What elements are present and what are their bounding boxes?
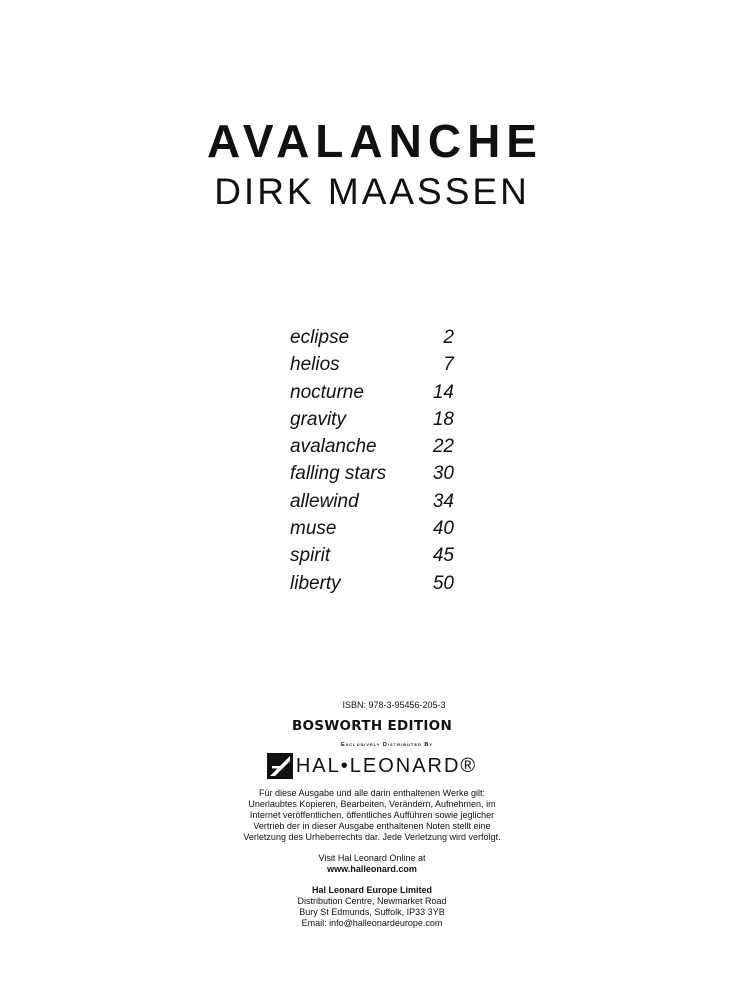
toc-entry-page: 2 (443, 327, 454, 348)
imprint-footer (0, 700, 744, 929)
toc-entry-title: eclipse (290, 327, 350, 348)
toc-entry-title: falling stars (290, 463, 387, 485)
distributed-by-text: Exclusively Distributed By (340, 742, 434, 748)
toc-entry-page: 40 (432, 518, 454, 540)
toc-entry-page: 30 (432, 463, 454, 485)
toc-entry-page: 18 (432, 408, 454, 430)
company-address (0, 885, 744, 929)
toc-entry (290, 351, 454, 378)
toc-entry (290, 488, 454, 515)
table-of-contents (290, 324, 454, 597)
address-line: Distribution Centre, Newmarket Road (297, 896, 447, 906)
toc-entry-page: 7 (443, 354, 454, 376)
toc-entry (290, 379, 454, 406)
email-line: Email: info@halleonardeurope.com (301, 918, 443, 928)
toc-entry-title: nocturne (290, 381, 364, 403)
toc-entry (290, 570, 454, 597)
publisher-name: BOSWORTH EDITION (291, 718, 453, 734)
book-title: AVALANCHE (207, 115, 543, 167)
copyright-line: Internet veröffentlichen, öffentliches Aufführen sowie jeglicher (249, 810, 495, 820)
toc-entry-page: 14 (432, 381, 454, 403)
toc-entry (290, 542, 454, 569)
toc-entry-title: helios (290, 354, 340, 376)
toc-entry-page: 45 (432, 545, 454, 567)
visit-text: Visit Hal Leonard Online at (318, 853, 426, 863)
copyright-line: Verletzung des Urheberrechts dar. Jede Verletzung wird verfolgt. (243, 832, 501, 842)
toc-entry-title: gravity (290, 408, 346, 430)
address-line: Bury St Edmunds, Suffolk, IP33 3YB (299, 907, 445, 917)
hal-leonard-logo (0, 753, 744, 779)
toc-entry-page: 34 (432, 490, 454, 512)
toc-entry (290, 406, 454, 433)
toc-entry-title: liberty (290, 572, 341, 594)
author-name: DIRK MAASSEN (214, 171, 530, 212)
copyright-line: Für diese Ausgabe und alle darin enthaltenen Werke gilt: (259, 788, 485, 798)
copyright-line: Vertrieb der in dieser Ausgabe enthaltenen Noten stellt eine (253, 821, 491, 831)
copyright-line: Unerlaubtes Kopieren, Bearbeiten, Verändern, Aufnehmen, im (248, 799, 496, 809)
toc-entry (290, 515, 454, 542)
hal-leonard-mark-icon (267, 753, 293, 779)
toc-entry-page: 22 (432, 436, 454, 458)
toc-entry (290, 460, 454, 487)
toc-entry (290, 433, 454, 460)
copyright-notice (0, 788, 744, 843)
isbn-text: ISBN: 978-3-95456-205-3 (342, 700, 446, 710)
hal-leonard-wordmark: HAL•LEONARD® (295, 754, 478, 777)
company-name: Hal Leonard Europe Limited (311, 885, 432, 895)
toc-entry (290, 324, 454, 351)
toc-entry-title: avalanche (290, 436, 377, 458)
toc-entry-title: spirit (290, 545, 331, 567)
toc-entry-title: allewind (290, 490, 359, 512)
website-link[interactable]: www.halleonard.com (327, 864, 417, 874)
toc-entry-page: 50 (432, 572, 454, 594)
toc-entry-title: muse (290, 518, 337, 540)
